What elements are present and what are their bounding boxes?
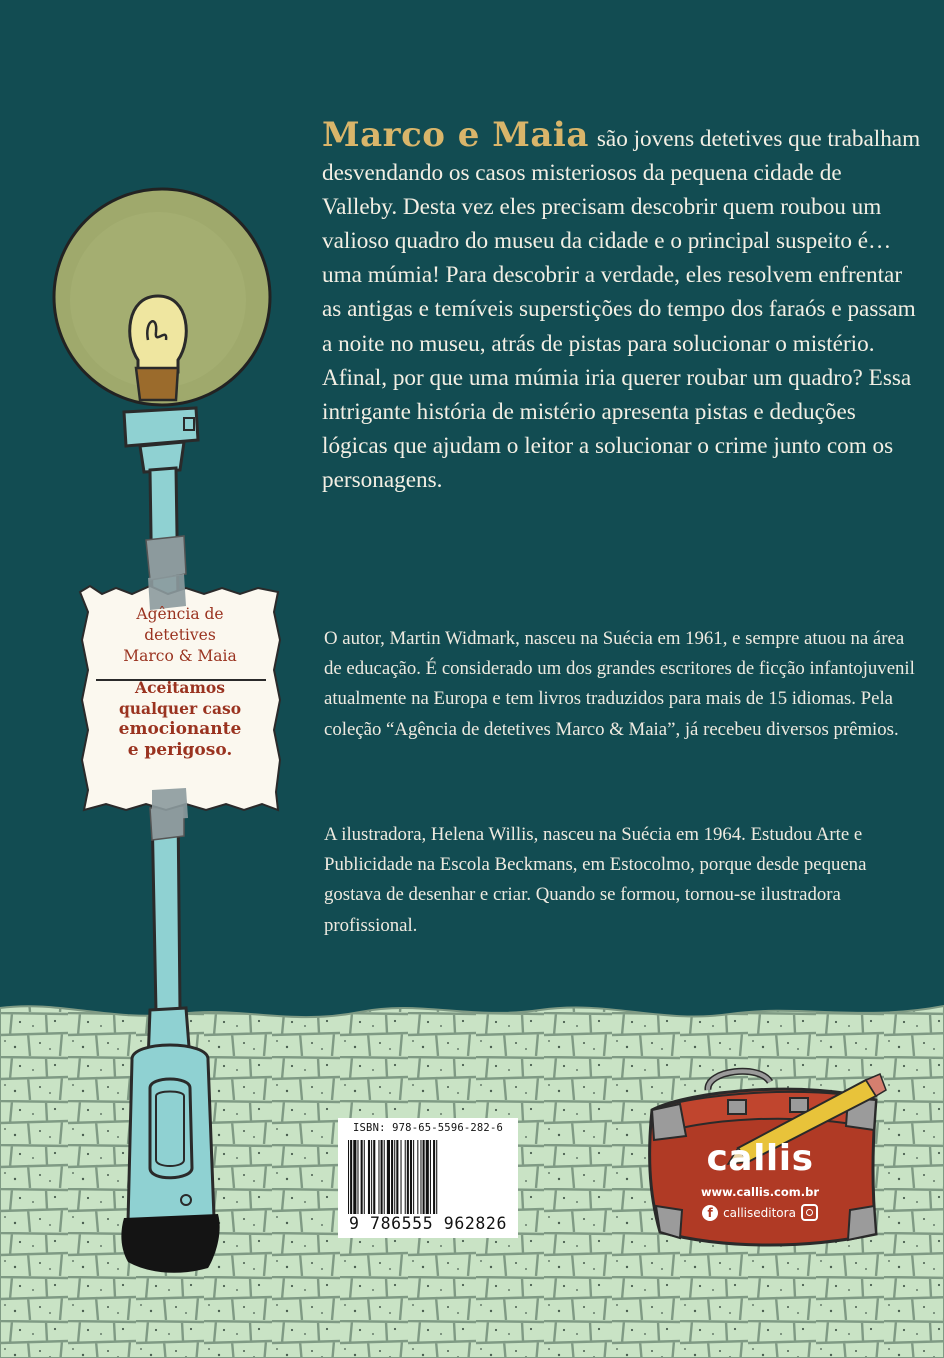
sign-body-line-2: qualquer caso [118,699,242,718]
lightbulb-icon [130,296,187,400]
sign-heading-line-3: Marco & Maia [123,647,237,665]
instagram-icon [801,1204,818,1221]
barcode-bars [346,1140,510,1214]
publisher-social [680,1204,840,1221]
sign-body-line-4: e perigoso. [127,740,233,760]
isbn-barcode [338,1118,518,1238]
synopsis-text: são jovens detetives que trabalham desvendando os casos misteriosos da pequena cidade de Valleby. Desta vez eles precisam descobrir quem roubou um valioso quadro do museu da cidade e o principal suspeito é… uma múmia! Para descobrir a verdade, eles resolvem enfrentar as antigas e temíveis superstições do tempo dos faraós e passam a noite no museu, atrás de pistas para solucionar o mistério. Afinal, por que uma múmia iria querer roubar um quadro? Essa intrigante história de mistério apresenta pistas e deduções lógicas que ajudam o leitor a solucionar o crime junto com os personagens. [322,126,921,493]
facebook-icon: f [702,1205,718,1221]
publisher-logo: callis [706,1138,814,1179]
isbn-label: ISBN: 978-65-5596-282-6 [353,1122,503,1134]
sign-heading-line-1: Agência de [136,605,224,623]
sign-text [88,604,272,761]
social-handle: calliseditora [723,1205,796,1220]
illustrator-bio: A ilustradora, Helena Willis, nasceu na Suécia em 1964. Estudou Arte e Publicidade na Escola Beckmans, em Estocolmo, porque desde pequena gostava de desenhar e criar. Quando se formou, tornou-se ilustradora profissional. [324,824,867,936]
author-bio: O autor, Martin Widmark, nasceu na Suécia em 1961, e sempre atuou na área de educação. É considerado um dos grandes escritores de ficção infantojuvenil atualmente na Europa e tem livros traduzidos para mais de 15 idiomas. Pela coleção “Agência de detetives Marco & Maia”, já recebeu diversos prêmios. [324,628,915,740]
sign-body-line-3: emocionante [118,719,242,739]
publisher-website: www.callis.com.br [700,1185,820,1199]
sign-heading-line-2: detetives [144,626,216,644]
synopsis [322,115,922,497]
sign-body [88,677,272,761]
sign-body-line-1: Aceitamos [135,678,225,697]
isbn-digits: 9 786555 962826 [348,1214,507,1233]
series-title: Marco e Maia [322,115,589,155]
